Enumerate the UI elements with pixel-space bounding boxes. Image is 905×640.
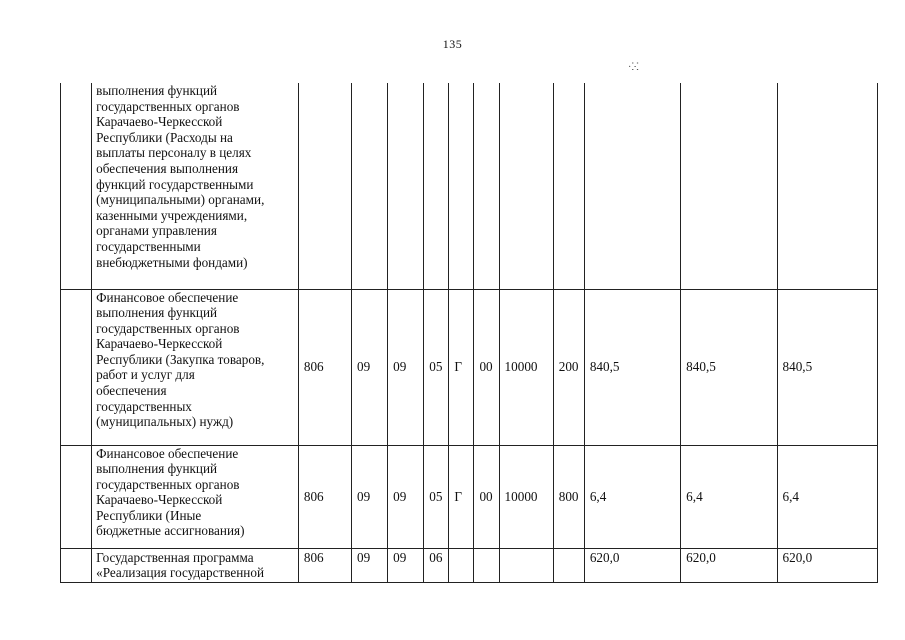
description-line: Республики (Закупка товаров, — [96, 351, 265, 367]
direction-cell: 10000 — [499, 289, 553, 445]
description-line: государственных органов — [96, 98, 240, 114]
ministry-cell: 806 — [298, 548, 351, 582]
description-line: обеспечения — [96, 383, 167, 399]
ministry-cell: 806 — [298, 445, 351, 548]
description-line: казенными учреждениями, — [96, 207, 248, 223]
description-line: функций государственными — [96, 176, 254, 192]
table-row — [61, 289, 878, 445]
program-cell: 05 — [424, 289, 449, 445]
description-line: бюджетные ассигнования) — [96, 523, 245, 539]
subprogram-cell: Г — [449, 445, 474, 548]
page-number: 135 — [442, 37, 463, 51]
subsection-cell: 09 — [388, 445, 424, 548]
sum-2-cell: 6,4 — [681, 445, 777, 548]
direction-cell: 10000 — [499, 445, 553, 548]
table-body — [61, 83, 878, 582]
program-cell: 05 — [424, 445, 449, 548]
description-line: выполнения функций — [96, 305, 218, 321]
expense-type-cell: 800 — [553, 445, 584, 548]
description-line: Карачаево-Черкесской — [96, 492, 223, 508]
budget-table — [60, 83, 878, 583]
expense-type-cell — [553, 83, 584, 289]
description-line: (муниципальными) органами, — [96, 192, 265, 208]
description-cell — [92, 83, 299, 289]
index-cell — [61, 445, 92, 548]
description-line: «Реализация государственной — [96, 565, 265, 581]
description-line: Карачаево-Черкесской — [96, 336, 223, 352]
subprogram-cell — [449, 83, 474, 289]
table-row — [61, 83, 878, 289]
description-line: Финансовое обеспечение — [96, 445, 239, 461]
description-cell — [92, 289, 299, 445]
index-cell — [61, 289, 92, 445]
ministry-cell — [298, 83, 351, 289]
program-cell — [424, 83, 449, 289]
table-row — [61, 548, 878, 582]
expense-type-cell — [553, 548, 584, 582]
event-cell — [474, 548, 499, 582]
sum-2-cell: 620,0 — [681, 548, 777, 582]
program-cell: 06 — [424, 548, 449, 582]
sum-1-cell — [584, 83, 680, 289]
sum-2-cell — [681, 83, 777, 289]
index-cell — [61, 83, 92, 289]
description-cell — [92, 548, 299, 582]
sum-3-cell: 620,0 — [777, 548, 877, 582]
description-line: выполнения функций — [96, 83, 218, 98]
description-line: Карачаево-Черкесской — [96, 114, 223, 130]
description-line: Государственная программа — [96, 549, 254, 565]
sum-3-cell: 840,5 — [777, 289, 877, 445]
description-line: государственными — [96, 238, 201, 254]
section-cell — [352, 83, 388, 289]
sum-1-cell: 6,4 — [584, 445, 680, 548]
sum-3-cell — [777, 83, 877, 289]
description-line: обеспечения выполнения — [96, 160, 239, 176]
subprogram-cell: Г — [449, 289, 474, 445]
subprogram-cell — [449, 548, 474, 582]
event-cell: 00 — [474, 445, 499, 548]
scan-speck-mark: ·ⵘ — [628, 62, 639, 73]
section-cell: 09 — [352, 289, 388, 445]
description-line: выплаты персоналу в целях — [96, 145, 252, 161]
description-line: органами управления — [96, 223, 217, 239]
subsection-cell: 09 — [388, 289, 424, 445]
description-line: Республики (Иные — [96, 507, 202, 523]
sum-1-cell: 840,5 — [584, 289, 680, 445]
description-line: государственных органов — [96, 320, 240, 336]
table-row — [61, 445, 878, 548]
description-line: государственных органов — [96, 476, 240, 492]
description-line: внебюджетными фондами) — [96, 254, 248, 270]
sum-2-cell: 840,5 — [681, 289, 777, 445]
event-cell — [474, 83, 499, 289]
section-cell: 09 — [352, 548, 388, 582]
sum-3-cell: 6,4 — [777, 445, 877, 548]
subsection-cell: 09 — [388, 548, 424, 582]
expense-type-cell: 200 — [553, 289, 584, 445]
direction-cell — [499, 548, 553, 582]
section-cell: 09 — [352, 445, 388, 548]
sum-1-cell: 620,0 — [584, 548, 680, 582]
direction-cell — [499, 83, 553, 289]
index-cell — [61, 548, 92, 582]
description-cell — [92, 445, 299, 548]
description-line: выполнения функций — [96, 461, 218, 477]
description-line: Республики (Расходы на — [96, 129, 233, 145]
description-line: государственных — [96, 398, 192, 414]
description-line: работ и услуг для — [96, 367, 195, 383]
subsection-cell — [388, 83, 424, 289]
ministry-cell: 806 — [298, 289, 351, 445]
description-line: Финансовое обеспечение — [96, 289, 239, 305]
event-cell: 00 — [474, 289, 499, 445]
description-line: (муниципальных) нужд) — [96, 414, 234, 430]
